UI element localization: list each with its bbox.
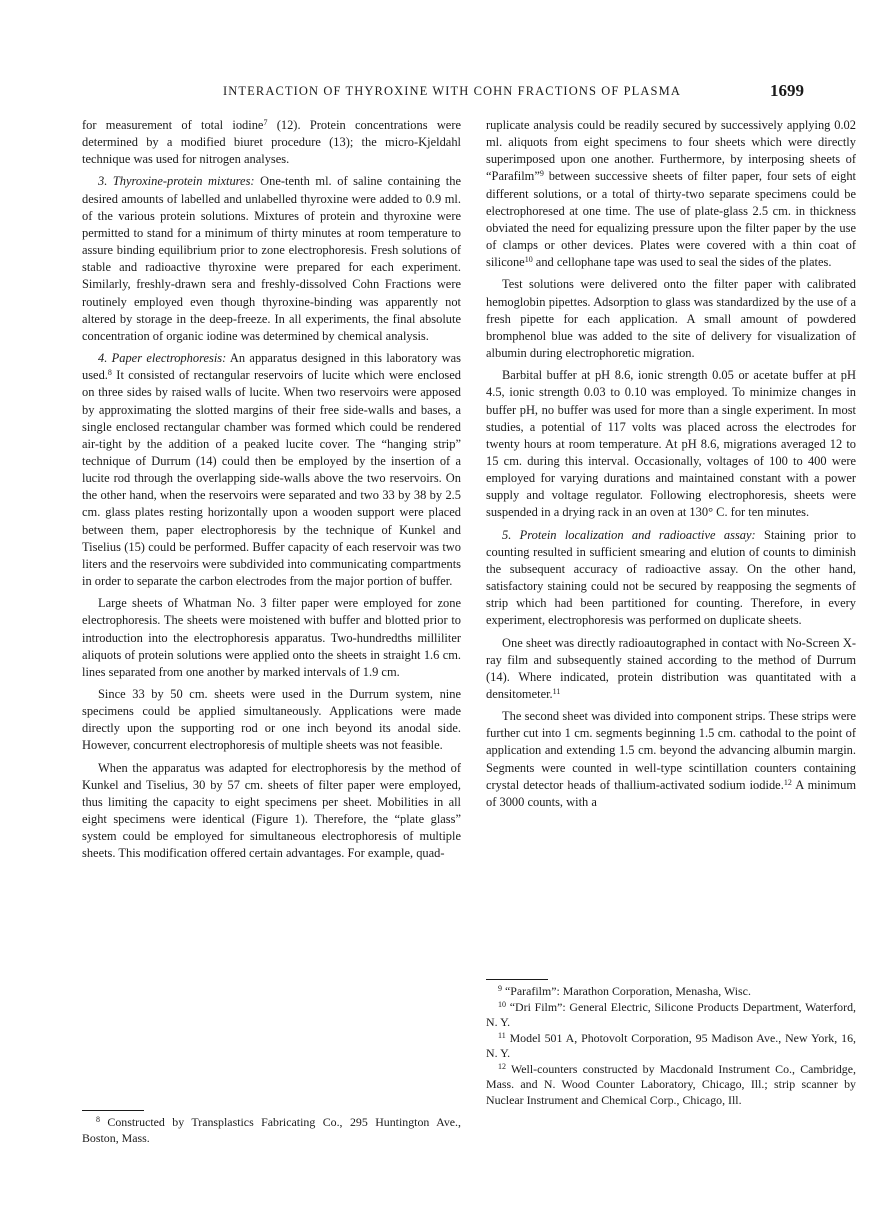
running-header <box>0 81 890 108</box>
paragraph-kunkel-tiselius: When the apparatus was adapted for electrophoresis by the method of Kunkel and Tiselius, 30 by 57 cm. sheets of filter paper were employed, thus limiting the capacity to eight specimens per sheet. Mobilities in all eight specimens were identical (Figure 1). Therefore, the “plate glass” system could be employed for simultaneous electrophoresis of multiple sheets. This modification offered certain advantages. For example, quad- <box>82 760 461 861</box>
footnotes-left <box>82 1105 461 1146</box>
footnote-9: $^9$ “Parafilm”: Marathon Corporation, Menasha, Wisc. <box>498 984 751 998</box>
section-title: 4. Paper electrophoresis: <box>98 351 227 366</box>
footnote-10: $^{10}$ “Dri Film”: General Electric, Silicone Products Department, Waterford, N. Y. <box>486 999 856 1029</box>
footnote-divider <box>82 1110 144 1111</box>
page-number: 1699 <box>770 81 804 100</box>
section-title: 3. Thyroxine-protein mixtures: <box>98 174 255 189</box>
footnote-8: $^8$ Constructed by Transplastics Fabricating Co., 295 Huntington Ave., Boston, Mass. <box>82 1115 461 1145</box>
section-4-paper-electrophoresis: 4. Paper electrophoresis: An apparatus designed in this laboratory was used.$^8$ It consisted of rectangular reservoirs of lucite which were enclosed on three sides by raised walls of lucite. When two reservoirs were apposed by approximating the slotted margins of their free side-walls and bases, a single enclosed rectangular chamber was formed which could be rendered air-tight by the addition of a peaked lucite cover. The “hanging strip” technique of Durrum (14) could then be employed by the insertion of a lucite rod through the overlapping side-walls above the two reservoirs. On the other hand, when the reservoirs were separated and two 33 by 38 by 2.5 cm. glass plates resting horizontally upon a wooden support were placed between them, paper electrophoresis by the technique of Kunkel and Tiselius (15) could be performed. Buffer capacity of each reservoir was two liters and the reservoirs were subdivided into communicating compartments in order to separate the carbon electrodes from the major portion of buffer. <box>82 351 462 589</box>
paragraph-test-solutions: Test solutions were delivered onto the filter paper with calibrated hemoglobin pipettes. Adsorption to glass was standardized by the use of a fresh pipette for each application. A small amount of powdered bromphenol blue was added to the site of delivery for visualization of albumin during electrophoretic migration. <box>486 277 856 361</box>
running-title: INTERACTION OF THYROXINE WITH COHN FRACTIONS OF PLASMA <box>223 84 681 98</box>
paragraph-whatman-paper: Large sheets of Whatman No. 3 filter paper were employed for zone electrophoresis. The sheets were moistened with buffer and blotted prior to introduction into the electrophoresis apparatus. Two-hundredths milliliter aliquots of protein solutions were applied onto the sheets in straight 1.6 cm. lines separated from one another by marked intervals of 1.9 cm. <box>82 596 461 679</box>
section-title: 5. Protein localization and radioactive assay: <box>502 527 756 542</box>
paragraph-radioautograph: One sheet was directly radioautographed in contact with No-Screen X-ray film and subsequently stained according to the method of Durrum (14). Where indicated, protein distribution was quantitated with a densitometer.$^{11}$ <box>486 635 856 701</box>
footnote-12: $^{12}$ Well-counters constructed by Macdonald Instrument Co., Cambridge, Mass. and N. Wood Counter Laboratory, Chicago, Ill.; strip scanner by Nuclear Instrument and Chemical Corp., Chicago, Ill. <box>486 1061 856 1107</box>
footnotes-right <box>486 974 856 1108</box>
paragraph-second-sheet: The second sheet was divided into component strips. These strips were further cut into 1 cm. segments beginning 1.5 cm. cathodal to the point of application and extending 1.5 cm. beyond the advancing albumin margin. Segments were counted in well-type scintillation counters containing crystal detector heads of thallium-activated sodium iodide.$^{12}$ A minimum of 3000 counts, with a <box>486 709 856 809</box>
section-5-protein-localization: 5. Protein localization and radioactive assay: Staining prior to counting resulted in sufficient smearing and elution of counts to diminish the subsequent accuracy of radioactive assay. On the other hand, satisfactory staining could not be secured by reapposing the segments of strip which had been partitioned for counting. Therefore, in every experiment, electrophoresis was performed on duplicate sheets. <box>486 527 857 628</box>
paragraph-quadruplicate-analysis: ruplicate analysis could be readily secured by successively applying 0.02 ml. aliquots from eight specimens to four sheets which were directly superimposed upon one another. Furthermore, by interposing sheets of “Parafilm”$^9$ between successive sheets of filter paper, four sets of eight different solutions, or a total of thirty-two separate specimens could be electrophoresed at one time. The use of plate-glass 2.5 cm. in thickness obviated the need for equalizing pressure upon the filter paper by the use of clamps or other devices. Plates were covered with a thin coat of silicone$^{10}$ and cellophane tape was used to seal the sides of the plates. <box>486 118 856 270</box>
paragraph-barbital-buffer: Barbital buffer at pH 8.6, ionic strength 0.05 or acetate buffer at pH 4.5, ionic strength 0.03 to 0.10 was employed. To minimize changes in buffer pH, no buffer was used for more than a single experiment. In most studies, a potential of 117 volts was placed across the electrodes for twenty hours at room temperature. At pH 8.6, migrations averaged 12 to 15 cm. during this interval. Occasionally, voltages of 100 to 400 were employed for varying durations and maintained constant with a power supply and voltage regulator. Following electrophoresis, sheets were suspended in a drying rack in an oven at 130° C. for ten minutes. <box>486 368 856 520</box>
footnote-11: $^{11}$ Model 501 A, Photovolt Corporation, 95 Madison Ave., New York, 16, N. Y. <box>486 1030 856 1060</box>
left-column <box>82 117 461 863</box>
section-3-thyroxine-protein-mixtures: 3. Thyroxine-protein mixtures: One-tenth ml. of saline containing the desired amounts of labelled and unlabelled thyroxine were added to 0.9 ml. of the various protein solutions. Mixtures of protein and thyroxine were permitted to stand for a minimum of thirty minutes at room temperature to assure binding equilibrium prior to zone electrophoresis. Fresh solutions of stable and radioactive thyroxine were prepared for each experiment. Similarly, freshly-drawn sera and freshly-dissolved Cohn Fractions were routinely employed even though thyroxine-binding was apparently not altered by storage in the deep-freeze. In all experiments, the final absolute concentration of organic iodine was determined by chemical analysis. <box>82 174 461 343</box>
paragraph-durrum-system: Since 33 by 50 cm. sheets were used in the Durrum system, nine specimens could be applied simultaneously. Applications were made directly upon the supporting rod or one inch beyond its anodal side. However, concurrent electrophoresis of multiple sheets was not feasible. <box>82 687 461 753</box>
right-column <box>486 117 856 811</box>
footnote-divider <box>486 979 548 980</box>
paragraph-iodine-measurement: for measurement of total iodine$^7$ (12). Protein concentrations were determined by a modified biuret procedure (13); the micro-Kjeldahl technique was used for nitrogen analyses. <box>82 118 461 167</box>
